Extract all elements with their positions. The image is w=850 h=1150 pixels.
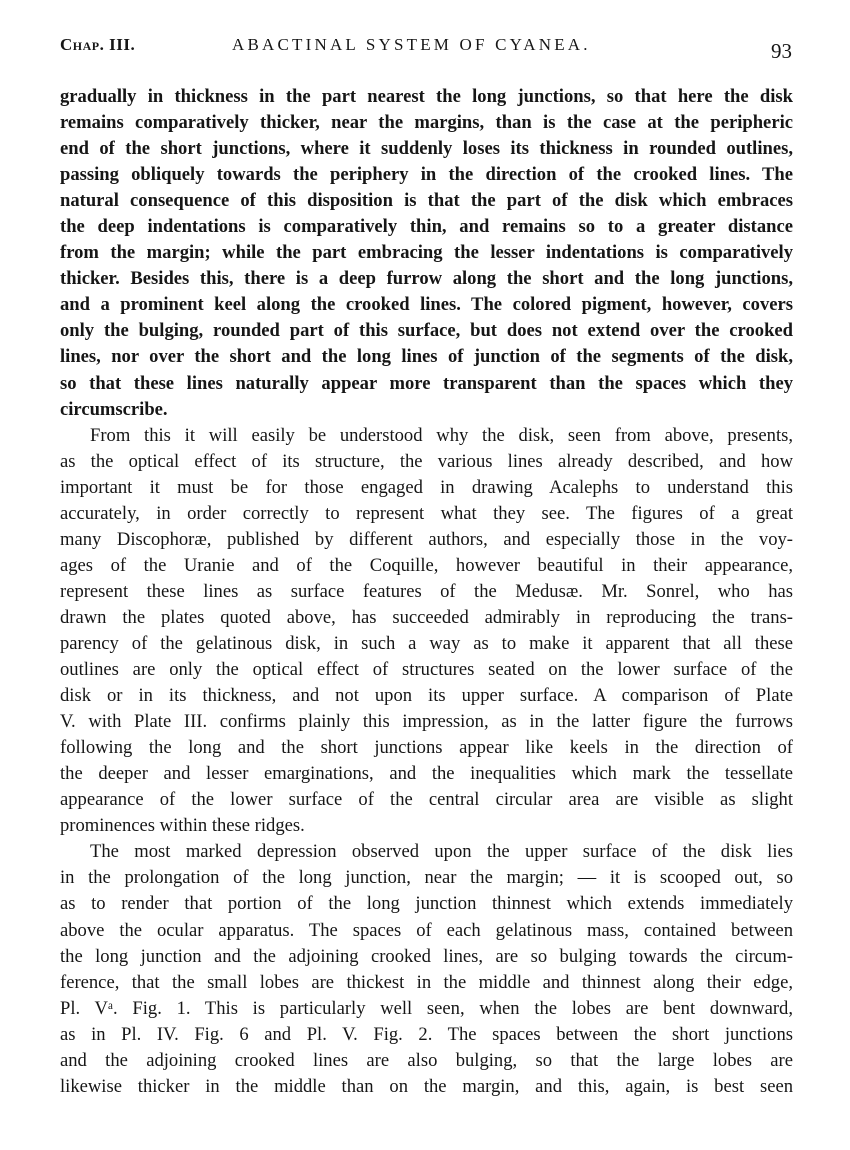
text-line: natural consequence of this disposition is that the part of the disk which embraces — [60, 190, 793, 212]
paragraph — [60, 84, 793, 423]
text-line: as the optical effect of its structure, the various lines already described, and how — [60, 450, 793, 472]
paragraph — [60, 423, 793, 840]
running-head — [60, 30, 792, 64]
text-line: many Discophoræ, published by different authors, and especially those in the voy- — [60, 528, 793, 550]
text-line: V. with Plate III. confirms plainly this impression, as in the latter figure the furrows — [60, 711, 793, 733]
text-line: from the margin; while the part embracing the lesser indentations is comparatively — [60, 242, 793, 264]
text-line: Pl. Vᵃ. Fig. 1. This is particularly well seen, when the lobes are bent downward, — [60, 997, 793, 1019]
text-line: following the long and the short junctions appear like keels in the direction of — [60, 737, 793, 759]
text-line: circumscribe. — [60, 398, 168, 420]
text-line: prominences within these ridges. — [60, 815, 305, 837]
text-line: ference, that the small lobes are thickest in the middle and thinnest along their edge, — [60, 971, 793, 993]
paragraph — [60, 839, 793, 1099]
page-number: 93 — [771, 39, 792, 63]
text-line: likewise thicker in the middle than on the margin, and this, again, is best seen — [60, 1075, 793, 1097]
text-line: the long junction and the adjoining crooked lines, are so bulging towards the circum- — [60, 945, 793, 967]
text-line: The most marked depression observed upon the upper surface of the disk lies — [90, 841, 793, 863]
text-line: outlines are only the optical effect of structures seated on the lower surface of the — [60, 659, 793, 681]
text-line: and the adjoining crooked lines are also bulging, so that the large lobes are — [60, 1049, 793, 1071]
text-line: thicker. Besides this, there is a deep furrow along the short and the long junctions, — [60, 268, 793, 290]
text-line: important it must be for those engaged in drawing Acalephs to understand this — [60, 476, 793, 498]
text-line: in the prolongation of the long junction, near the margin; — it is scooped out, so — [60, 867, 793, 889]
text-line: above the ocular apparatus. The spaces of each gelatinous mass, contained between — [60, 919, 793, 941]
running-title: ABACTINAL SYSTEM OF CYANEA. — [232, 35, 591, 54]
text-line: represent these lines as surface features of the Medusæ. Mr. Sonrel, who has — [60, 580, 793, 602]
text-line: and a prominent keel along the crooked lines. The colored pigment, however, covers — [60, 294, 793, 316]
text-line: ages of the Uranie and of the Coquille, however beautiful in their appearance, — [60, 554, 793, 576]
text-line: as in Pl. IV. Fig. 6 and Pl. V. Fig. 2. The spaces between the short junctions — [60, 1023, 793, 1045]
chapter-label: Chap. III. — [60, 35, 136, 54]
text-line: gradually in thickness in the part nearest the long junctions, so that here the disk — [60, 86, 793, 107]
text-line: From this it will easily be understood why the disk, seen from above, presents, — [90, 424, 793, 446]
text-line: so that these lines naturally appear more transparent than the spaces which they — [60, 372, 793, 394]
text-line: remains comparatively thicker, near the margins, than is the case at the peripheric — [60, 112, 793, 134]
text-line: the deeper and lesser emarginations, and the inequalities which mark the tessellate — [60, 763, 793, 785]
text-line: the deep indentations is comparatively thin, and remains so to a greater distance — [60, 216, 793, 238]
text-line: passing obliquely towards the periphery in the direction of the crooked lines. The — [60, 164, 793, 186]
text-line: lines, nor over the short and the long lines of junction of the segments of the disk, — [60, 346, 793, 368]
text-line: accurately, in order correctly to represent what they see. The figures of a great — [60, 502, 793, 524]
text-line: appearance of the lower surface of the central circular area are visible as slight — [60, 789, 793, 811]
text-line: end of the short junctions, where it suddenly loses its thickness in rounded outlines, — [60, 138, 793, 160]
text-line: only the bulging, rounded part of this surface, but does not extend over the crooked — [60, 320, 793, 342]
text-line: disk or in its thickness, and not upon its upper surface. A comparison of Plate — [60, 685, 793, 707]
text-line: drawn the plates quoted above, has succeeded admirably in reproducing the trans- — [60, 606, 793, 628]
text-line: as to render that portion of the long junction thinnest which extends immediately — [60, 893, 793, 915]
body-text — [60, 84, 793, 1100]
text-line: parency of the gelatinous disk, in such a way as to make it apparent that all these — [60, 632, 793, 654]
